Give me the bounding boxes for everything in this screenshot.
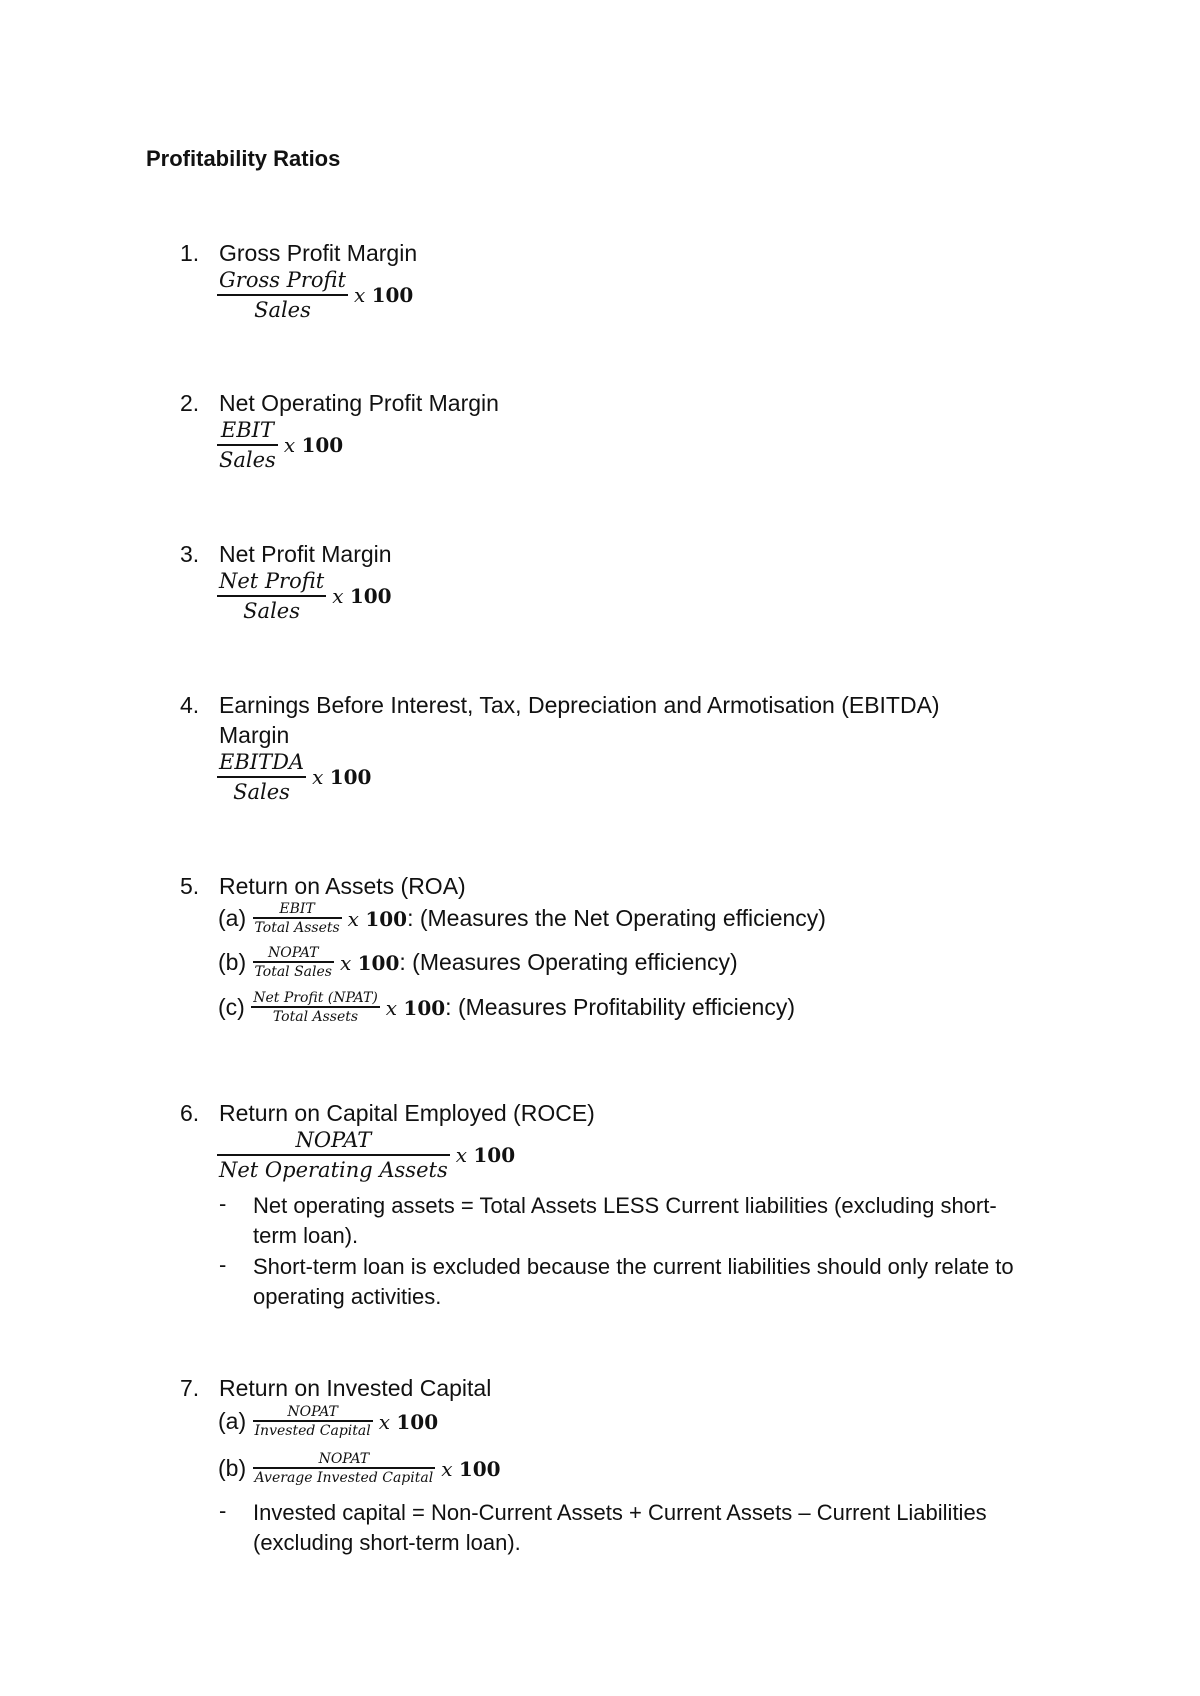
fraction (253, 1404, 373, 1439)
denominator: Sales (217, 595, 326, 623)
bullet-dash: - (219, 1191, 227, 1216)
numerator: NOPAT (295, 1128, 372, 1152)
item-number: 5. (180, 873, 200, 899)
numerator: NOPAT (287, 1404, 338, 1420)
multiplier: x 100 (332, 584, 392, 608)
numerator: EBITDA (219, 750, 305, 774)
sub-label: (a) (218, 905, 247, 931)
item-number: 3. (180, 541, 200, 567)
multiplier: x 100 (385, 995, 446, 1020)
sub-label: (b) (218, 1455, 247, 1481)
numerator: Gross Profit (219, 268, 346, 292)
multiplier: x 100 (353, 283, 414, 307)
formula (217, 569, 392, 623)
fraction (217, 569, 326, 623)
fraction (217, 1128, 450, 1182)
denominator: Sales (217, 776, 306, 804)
denominator: Net Operating Assets (217, 1154, 450, 1182)
numerator: Net Profit (NPAT) (253, 990, 378, 1006)
item-title: Net Operating Profit Margin (219, 390, 499, 416)
formula (217, 418, 343, 472)
multiplier: x 100 (347, 906, 408, 931)
sub-formula-a (218, 1404, 438, 1439)
item-title: Return on Assets (ROA) (219, 873, 466, 899)
sub-description: : (Measures the Net Operating efficiency) (407, 905, 826, 931)
sub-description: : (Measures Operating efficiency) (399, 949, 738, 975)
fraction (217, 268, 348, 322)
denominator: Total Sales (253, 961, 334, 980)
bullet-dash: - (219, 1498, 227, 1523)
denominator: Invested Capital (253, 1420, 373, 1439)
sub-formula-b (218, 945, 738, 980)
denominator: Total Assets (251, 1006, 380, 1025)
sub-formula-a (218, 901, 826, 936)
denominator: Sales (217, 444, 278, 472)
item-title: Return on Invested Capital (219, 1375, 492, 1401)
page-title: Profitability Ratios (146, 146, 341, 171)
fraction (217, 750, 306, 804)
multiplier: x 100 (455, 1143, 516, 1167)
fraction (253, 901, 342, 936)
item-title: Gross Profit Margin (219, 240, 418, 266)
item-title-line-1: Earnings Before Interest, Tax, Depreciation and Armotisation (EBITDA) (219, 692, 940, 718)
item-number: 1. (180, 240, 200, 266)
formula (217, 750, 371, 804)
bullet-dash: - (219, 1252, 227, 1277)
numerator: EBIT (279, 901, 315, 917)
formula (217, 1128, 515, 1182)
multiplier: x 100 (378, 1409, 439, 1434)
fraction (251, 990, 380, 1025)
fraction (253, 945, 334, 980)
multiplier: x 100 (339, 950, 400, 975)
formula (217, 268, 413, 322)
denominator: Sales (217, 294, 348, 322)
numerator: NOPAT (318, 1451, 370, 1467)
multiplier: x 100 (283, 433, 344, 457)
sub-label: (c) (218, 994, 245, 1020)
multiplier: x 100 (312, 765, 372, 789)
sub-formula-b (218, 1451, 501, 1486)
fraction (253, 1451, 436, 1486)
bullet-text: Short-term loan is excluded because the current liabilities should only relate to operating activities. (253, 1254, 1014, 1309)
bullet-text: Net operating assets = Total Assets LESS Current liabilities (excluding short-term loan). (253, 1193, 997, 1248)
item-number: 2. (180, 390, 200, 416)
item-title: Net Profit Margin (219, 541, 392, 567)
item-title-line-2: Margin (219, 722, 290, 748)
item-number: 4. (180, 692, 200, 718)
numerator: NOPAT (267, 945, 319, 961)
numerator: EBIT (220, 418, 274, 442)
sub-label: (b) (218, 949, 247, 975)
numerator: Net Profit (219, 569, 325, 593)
multiplier: x 100 (441, 1456, 501, 1481)
sub-label: (a) (218, 1408, 247, 1434)
sub-description: : (Measures Profitability efficiency) (445, 994, 795, 1020)
item-title: Return on Capital Employed (ROCE) (219, 1100, 595, 1126)
item-number: 7. (180, 1375, 200, 1401)
denominator: Average Invested Capital (253, 1467, 436, 1486)
item-number: 6. (180, 1100, 200, 1126)
denominator: Total Assets (253, 917, 342, 936)
sub-formula-c (218, 990, 795, 1025)
bullet-text: Invested capital = Non-Current Assets + Current Assets – Current Liabilities (excluding short-term loan). (253, 1500, 987, 1555)
fraction (217, 418, 278, 472)
